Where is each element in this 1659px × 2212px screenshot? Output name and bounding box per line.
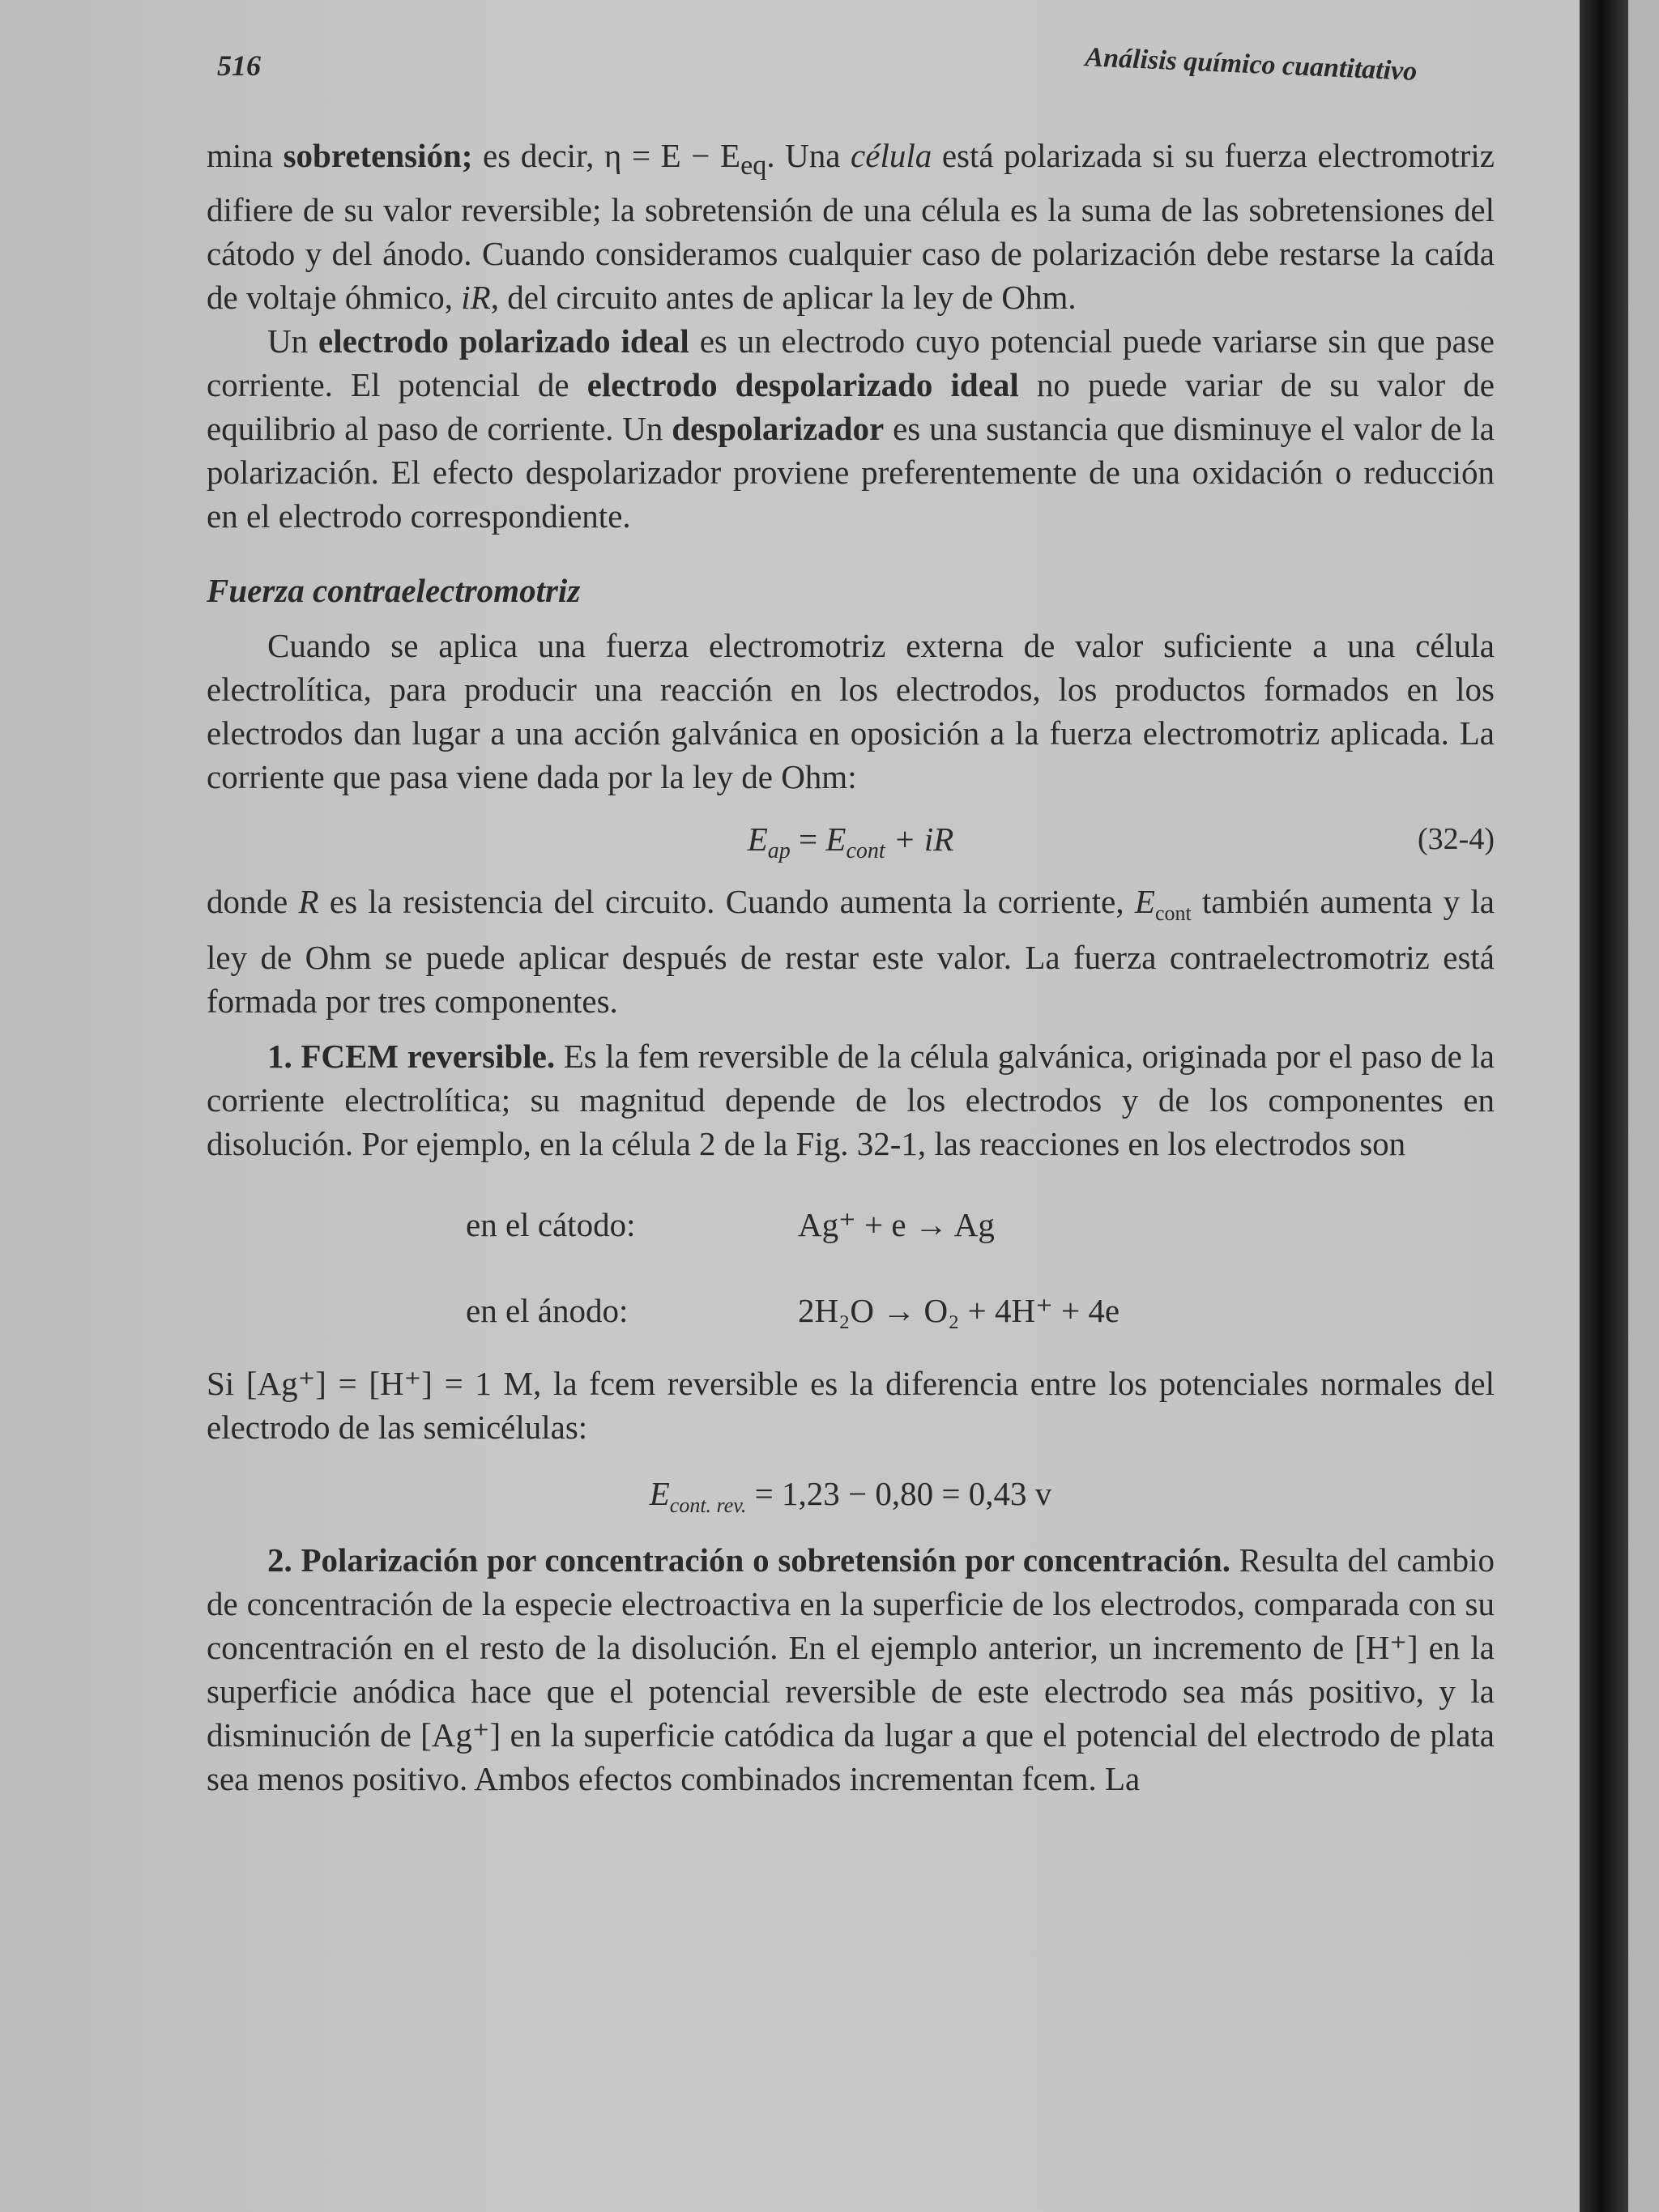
facing-page-edge (1628, 0, 1659, 2212)
subscript: eq (740, 151, 767, 181)
text-span: Resulta del cambio de concentración de la especie electroactiva en la superficie de los electrodos, comparada con su concentración en el resto de la disolución. En el ejemplo anterior, un incremento de [H⁺] en la superficie anódica hace que el potencial reversible de este electrodo sea más positivo, y la disminución de [Ag⁺] en la superficie catódica da lugar a que el potencial del electrodo de plata sea menos positivo. Ambos efectos combinados incrementan fcem. La (207, 1541, 1495, 1798)
text-span: Un (267, 322, 319, 360)
equation-number: (32-4) (1418, 822, 1495, 857)
paragraph-overvoltage (207, 134, 1495, 319)
item-concentration-polarization (207, 1538, 1495, 1801)
reaction-label: en el cátodo: (466, 1206, 636, 1244)
eq-value: = 1,23 − 0,80 = 0,43 v (746, 1475, 1052, 1513)
text-span: es un electrodo cuyo potencial puede variarse sin que pase corriente. El potencial de (207, 322, 1495, 404)
term-ir: iR (461, 279, 491, 317)
symbol-e: E (1134, 883, 1155, 921)
text-span: Es la fem reversible de la célula galvánica, originada por el paso de la corriente electrolítica; su magnitud depende de los electrodos y de los componentes en disolución. Por ejemplo, en la célula 2 de la Fig. 32-1, las reacciones en los electrodos son (207, 1038, 1495, 1163)
term-polarized-electrode: electrodo polarizado ideal (318, 322, 689, 360)
eq-symbol: E (649, 1475, 670, 1513)
equation-32-4 (207, 799, 1495, 880)
paragraph-normal-potentials: Si [Ag⁺] = [H⁺] = 1 M, la fcem reversible es la diferencia entre los potenciales normales del electrodo de las semicélulas: (207, 1365, 1495, 1447)
eq-symbol: E (825, 820, 847, 859)
item-heading: 2. Polarización por concentración o sobretensión por concentración. (267, 1541, 1230, 1579)
running-head: Análisis químico cuantitativo (1084, 42, 1418, 87)
text-span: es una sustancia que disminuye el valor de la polarización. El efecto despolarizador proviene preferentemente de una oxidación o reducción en el electrodo correspondiente. (207, 410, 1495, 535)
eq-symbol: = (790, 820, 826, 859)
equation-reversible-fcem (207, 1449, 1495, 1538)
paragraph-resistance (207, 880, 1495, 1023)
text-span: es decir, η = E − E (472, 137, 741, 174)
eq-symbol: + iR (885, 820, 954, 859)
page-number: 516 (217, 49, 261, 82)
text-span: donde (207, 883, 299, 921)
text-span: . Una (766, 137, 851, 174)
eq-subscript: cont (846, 838, 885, 864)
text-span: es la resistencia del circuito. Cuando aumenta la corriente, (318, 883, 1135, 921)
eq-subscript: cont. rev. (669, 1494, 747, 1518)
item-heading: 1. FCEM reversible. (267, 1038, 556, 1076)
text-span: mina (207, 137, 284, 174)
term-depolarized-electrode: electrodo despolarizado ideal (586, 366, 1019, 404)
eq-symbol: E (747, 820, 768, 859)
term-celula: célula (851, 137, 932, 174)
reaction-anode (207, 1268, 1495, 1353)
paragraph-back-emf: Cuando se aplica una fuerza electromotriz externa de valor suficiente a una célula electrolítica, para producir una reacción en los electrodos, los productos formados en los electrodos dan lugar a una acción galvánica en oposición a la fuerza electromotriz aplicada. La corriente que pasa viene dada por la ley de Ohm: (207, 627, 1495, 796)
reaction-equation: Ag⁺ + e → Ag (798, 1206, 995, 1244)
reaction-list (207, 1182, 1495, 1353)
text-span: no puede variar de su valor de equilibrio al paso de corriente. Un (207, 366, 1495, 448)
paragraph-ideal-electrodes (207, 319, 1495, 538)
reaction-cathode (207, 1182, 1495, 1268)
reaction-label: en el ánodo: (466, 1292, 629, 1330)
symbol-r: R (298, 883, 319, 921)
eq-subscript: ap (767, 838, 791, 864)
text-span: , del circuito antes de aplicar la ley de Ohm. (490, 279, 1077, 317)
section-title: Fuerza contraelectromotriz (207, 572, 581, 610)
text-span: está polarizada si su fuerza electromotriz difiere de su valor reversible; la sobretensión de una célula es la suma de las sobretensiones del cátodo y del ánodo. Cuando consideramos cualquier caso de polarización debe restarse la caída de voltaje óhmico, (207, 137, 1495, 317)
text-span: también aumenta y la ley de Ohm se puede aplicar después de restar este valor. La fuerza contraelectromotriz está formada por tres componentes. (207, 883, 1495, 1021)
page-header (217, 42, 1418, 97)
item-reversible-fcem (207, 1034, 1495, 1166)
term-depolarizer: despolarizador (672, 410, 885, 448)
reaction-equation: 2H₂O → O₂ + 4H⁺ + 4e (798, 1292, 1120, 1330)
book-gutter (1580, 0, 1628, 2212)
subscript: cont (1154, 901, 1192, 926)
body-text (207, 134, 1495, 1801)
term-sobretension: sobretensión; (283, 137, 473, 174)
